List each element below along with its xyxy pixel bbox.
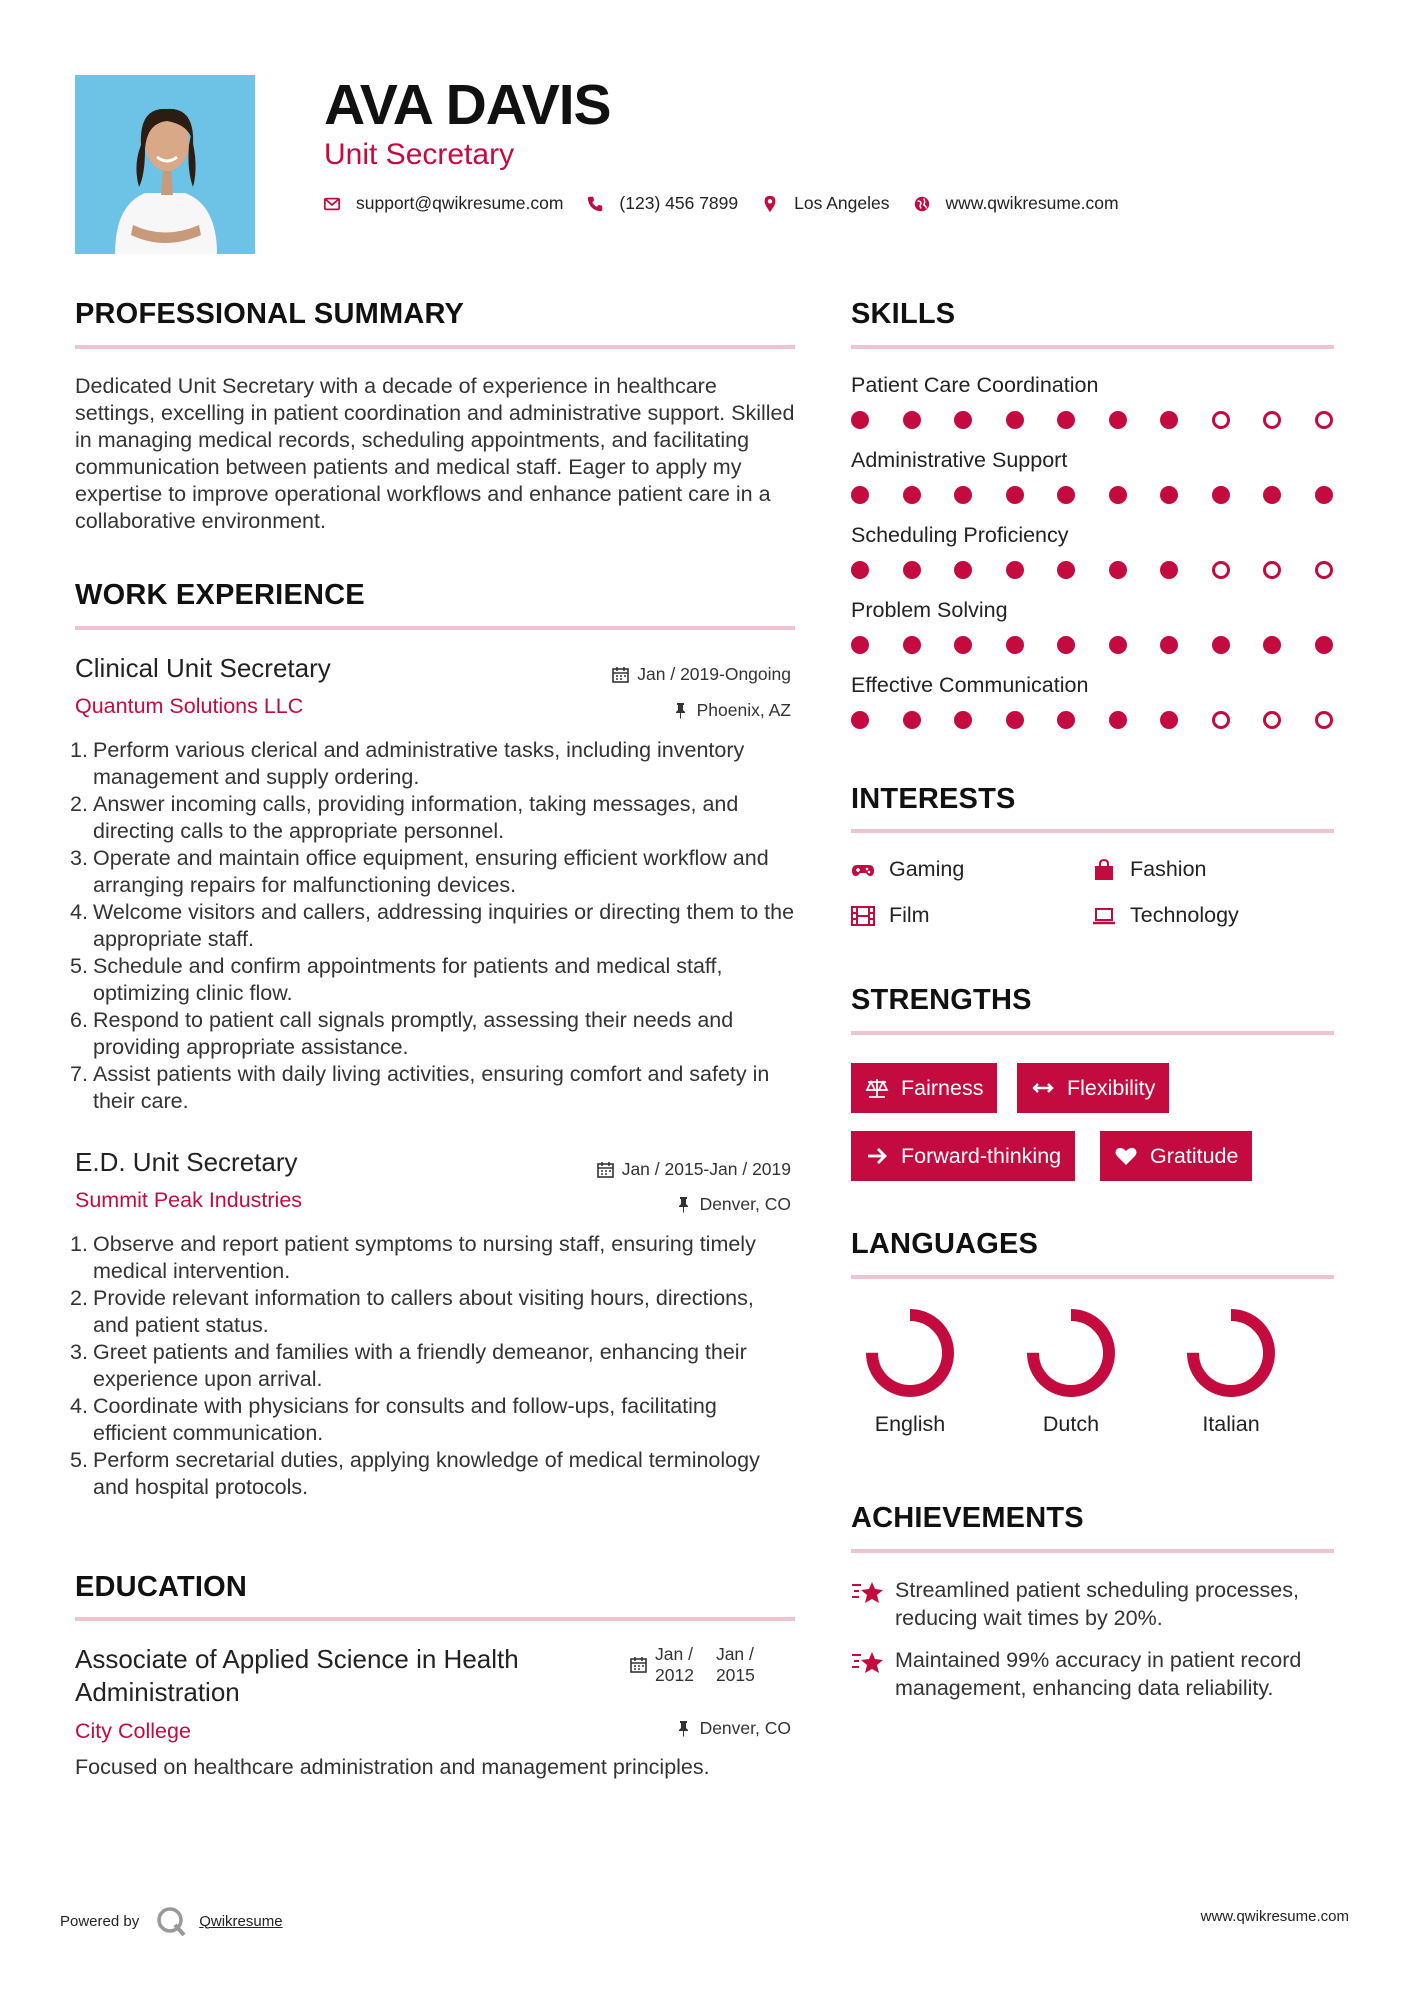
rating-dot-filled xyxy=(1160,711,1178,729)
rating-dot-empty xyxy=(1212,711,1230,729)
section-divider xyxy=(851,345,1334,349)
rating-dot-filled xyxy=(1057,411,1075,429)
contact-website[interactable] xyxy=(912,193,1119,214)
strength-tag-flexibility xyxy=(1017,1063,1169,1113)
rating-dot-filled xyxy=(1160,486,1178,504)
pushpin-icon xyxy=(675,1196,692,1213)
rating-dot-filled xyxy=(1263,486,1281,504)
rating-dot-filled xyxy=(851,636,869,654)
rating-dot-filled xyxy=(1057,561,1075,579)
list-item: 5. Perform secretarial duties, applying knowledge of medical terminology and hospital protocols. xyxy=(70,1448,760,1499)
contact-bar xyxy=(322,193,1141,214)
job-location-text: Denver, CO xyxy=(699,1194,791,1214)
rating-dot-filled xyxy=(1057,636,1075,654)
job-company: Summit Peak Industries xyxy=(75,1188,303,1212)
section-divider xyxy=(851,829,1334,833)
footer-powered-by xyxy=(60,1905,283,1937)
email-text: support@qwikresume.com xyxy=(356,193,564,213)
interest-item-technology xyxy=(1092,903,1239,928)
job-date xyxy=(597,1159,791,1180)
skill-rating xyxy=(851,561,1366,579)
interest-label: Technology xyxy=(1130,903,1239,927)
brand-link[interactable]: Qwikresume xyxy=(199,1912,283,1930)
skill-rating xyxy=(851,411,1366,429)
interest-item-fashion xyxy=(1092,857,1207,882)
rating-dot-empty xyxy=(1315,561,1333,579)
rating-dot-empty xyxy=(1263,411,1281,429)
job-date-text: Jan / 2015-Jan / 2019 xyxy=(621,1159,791,1179)
list-item: 2. Answer incoming calls, providing information, taking messages, and directing calls to the appropriate personnel. xyxy=(70,792,739,843)
language-level-ring xyxy=(864,1307,956,1399)
arrow-right-icon xyxy=(865,1145,891,1167)
footer-url[interactable]: www.qwikresume.com xyxy=(1200,1908,1349,1925)
education-location-text: Denver, CO xyxy=(699,1718,791,1738)
school-name: City College xyxy=(75,1719,191,1743)
rating-dot-filled xyxy=(1057,711,1075,729)
pushpin-icon xyxy=(675,1720,692,1737)
education-location xyxy=(675,1718,791,1739)
interest-item-gaming xyxy=(851,857,964,882)
rating-dot-empty xyxy=(1263,711,1281,729)
job-duties-list xyxy=(70,737,795,1115)
map-pin-icon xyxy=(760,194,780,214)
rating-dot-filled xyxy=(1006,636,1024,654)
language-level-arc xyxy=(1193,1315,1269,1391)
location-text: Los Angeles xyxy=(794,193,890,213)
balance-scale-icon xyxy=(865,1077,891,1099)
section-title-strengths: STRENGTHS xyxy=(851,984,1032,1016)
rating-dot-filled xyxy=(954,561,972,579)
rating-dot-filled xyxy=(1212,486,1230,504)
profile-photo xyxy=(75,75,255,254)
skill-name: Administrative Support xyxy=(851,448,1068,472)
interest-item-film xyxy=(851,903,930,928)
rating-dot-filled xyxy=(954,636,972,654)
rating-dot-filled xyxy=(1263,636,1281,654)
section-title-achievements: ACHIEVEMENTS xyxy=(851,1502,1084,1534)
language-level-ring xyxy=(1025,1307,1117,1399)
list-item: 6. Respond to patient call signals promptly, assessing their needs and providing appropriate assistance. xyxy=(70,1008,734,1059)
rating-dot-filled xyxy=(851,561,869,579)
contact-location xyxy=(760,193,889,214)
job-date-text: Jan / 2019-Ongoing xyxy=(637,664,791,684)
language-name: Dutch xyxy=(1042,1412,1100,1436)
language-level-arc xyxy=(1033,1315,1109,1391)
section-title-skills: SKILLS xyxy=(851,298,956,330)
section-divider xyxy=(851,1031,1334,1035)
rating-dot-filled xyxy=(1006,561,1024,579)
job-location xyxy=(672,700,791,721)
language-level-arc xyxy=(872,1315,948,1391)
list-item: 1. Perform various clerical and administrative tasks, including inventory management and supply ordering. xyxy=(70,738,745,789)
rating-dot-filled xyxy=(903,561,921,579)
list-item: 7. Assist patients with daily living activities, ensuring comfort and safety in their care. xyxy=(70,1062,770,1113)
section-title-languages: LANGUAGES xyxy=(851,1228,1039,1260)
calendar-icon xyxy=(630,1656,647,1673)
language-item xyxy=(1011,1307,1131,1437)
rating-dot-filled xyxy=(903,411,921,429)
section-title-experience: WORK EXPERIENCE xyxy=(75,579,365,611)
achievement-item xyxy=(851,1576,1321,1632)
contact-phone[interactable] xyxy=(585,193,738,214)
section-title-interests: INTERESTS xyxy=(851,783,1016,815)
skill-name: Problem Solving xyxy=(851,598,1008,622)
rating-dot-filled xyxy=(1315,636,1333,654)
job-title: E.D. Unit Secretary xyxy=(75,1147,298,1177)
rating-dot-filled xyxy=(1109,411,1127,429)
language-name: Italian xyxy=(1202,1412,1260,1436)
skill-rating xyxy=(851,636,1366,654)
phone-icon xyxy=(585,194,605,214)
skill-rating xyxy=(851,711,1366,729)
rating-dot-filled xyxy=(903,636,921,654)
rating-dot-filled xyxy=(903,486,921,504)
star-badge-icon xyxy=(851,1649,885,1677)
rating-dot-filled xyxy=(1109,561,1127,579)
calendar-icon xyxy=(612,666,629,683)
pushpin-icon xyxy=(672,702,689,719)
star-badge-icon xyxy=(851,1579,885,1607)
achievement-item xyxy=(851,1646,1321,1702)
rating-dot-filled xyxy=(903,711,921,729)
rating-dot-filled xyxy=(1006,486,1024,504)
strength-tag-fairness xyxy=(851,1063,997,1113)
qwikresume-logo-icon xyxy=(155,1905,187,1937)
education-end xyxy=(716,1644,755,1686)
job-date xyxy=(612,664,791,685)
skill-rating xyxy=(851,486,1366,504)
job-title: Clinical Unit Secretary xyxy=(75,653,331,683)
section-divider xyxy=(851,1275,1334,1279)
list-item: 4. Welcome visitors and callers, addressing inquiries or directing them to the appropriate staff. xyxy=(70,900,795,951)
strength-tag-forward-thinking xyxy=(851,1131,1075,1181)
heart-icon xyxy=(1114,1145,1140,1167)
rating-dot-filled xyxy=(1109,636,1127,654)
rating-dot-filled xyxy=(1109,486,1127,504)
section-divider xyxy=(75,1617,795,1621)
envelope-icon xyxy=(322,194,342,214)
list-item: 5. Schedule and confirm appointments for patients and medical staff, optimizing clinic flow. xyxy=(70,954,723,1005)
strength-tag-gratitude xyxy=(1100,1131,1252,1181)
rating-dot-empty xyxy=(1315,411,1333,429)
rating-dot-filled xyxy=(1315,486,1333,504)
contact-email[interactable] xyxy=(322,193,563,214)
education-date xyxy=(630,1644,777,1686)
rating-dot-empty xyxy=(1212,561,1230,579)
interest-label: Gaming xyxy=(889,857,965,881)
job-company: Quantum Solutions LLC xyxy=(75,694,304,718)
skill-name: Effective Communication xyxy=(851,673,1089,697)
section-divider xyxy=(75,626,795,630)
education-start-month: Jan / xyxy=(655,1644,693,1664)
rating-dot-filled xyxy=(1160,411,1178,429)
rating-dot-empty xyxy=(1212,411,1230,429)
degree-title: Associate of Applied Science in Health Administration xyxy=(75,1644,519,1707)
shopping-bag-icon xyxy=(1092,859,1118,881)
interest-label: Film xyxy=(889,903,930,927)
rating-dot-empty xyxy=(1263,561,1281,579)
skill-name: Patient Care Coordination xyxy=(851,373,1099,397)
rating-dot-filled xyxy=(851,711,869,729)
language-name: English xyxy=(874,1412,946,1436)
rating-dot-filled xyxy=(851,411,869,429)
achievement-text: Streamlined patient scheduling processes, reducing wait times by 20%. xyxy=(895,1578,1299,1630)
powered-by-label: Powered by xyxy=(60,1912,140,1930)
rating-dot-filled xyxy=(1160,561,1178,579)
globe-icon xyxy=(912,194,932,214)
education-start-year: 2012 xyxy=(655,1665,694,1685)
language-item xyxy=(1171,1307,1291,1437)
list-item: 1. Observe and report patient symptoms to nursing staff, ensuring timely medical intervention. xyxy=(70,1232,756,1283)
candidate-name: AVA DAVIS xyxy=(324,73,611,137)
job-location-text: Phoenix, AZ xyxy=(696,700,791,720)
achievement-text: Maintained 99% accuracy in patient record management, enhancing data reliability. xyxy=(895,1648,1302,1700)
education-end-month: Jan / xyxy=(715,1644,754,1664)
education-description: Focused on healthcare administration and management principles. xyxy=(75,1755,710,1779)
skill-name: Scheduling Proficiency xyxy=(851,523,1069,547)
rating-dot-filled xyxy=(954,486,972,504)
film-icon xyxy=(851,905,877,927)
job-location xyxy=(675,1194,791,1215)
summary-text: Dedicated Unit Secretary with a decade of experience in healthcare settings, excelling in patient coordination and administrative support. Skilled in managing medical records, scheduling appointments, and facilitating communication between patients and medical staff. Eager to apply my expertise to improve operational workflows and enhance patient care in a collaborative environment. xyxy=(75,374,795,533)
laptop-icon xyxy=(1092,905,1118,927)
phone-text: (123) 456 7899 xyxy=(619,193,739,213)
section-title-summary: PROFESSIONAL SUMMARY xyxy=(75,298,465,330)
section-divider xyxy=(75,345,795,349)
section-title-education: EDUCATION xyxy=(75,1571,248,1603)
gamepad-icon xyxy=(851,859,877,881)
language-level-ring xyxy=(1185,1307,1277,1399)
list-item: 4. Coordinate with physicians for consults and follow-ups, facilitating efficient communication. xyxy=(70,1394,717,1445)
language-item xyxy=(850,1307,970,1437)
strength-label: Fairness xyxy=(901,1075,984,1100)
calendar-icon xyxy=(597,1161,614,1178)
section-divider xyxy=(851,1549,1334,1553)
strength-label: Gratitude xyxy=(1150,1143,1239,1168)
strength-label: Forward-thinking xyxy=(901,1143,1062,1168)
rating-dot-empty xyxy=(1315,711,1333,729)
arrows-horizontal-icon xyxy=(1031,1077,1057,1099)
rating-dot-filled xyxy=(851,486,869,504)
list-item: 3. Greet patients and families with a friendly demeanor, enhancing their experience upon arrival. xyxy=(70,1340,747,1391)
education-start xyxy=(655,1644,694,1686)
rating-dot-filled xyxy=(954,411,972,429)
rating-dot-filled xyxy=(1160,636,1178,654)
interest-label: Fashion xyxy=(1130,857,1207,881)
rating-dot-filled xyxy=(1006,411,1024,429)
website-text: www.qwikresume.com xyxy=(945,193,1119,213)
job-duties-list xyxy=(70,1231,795,1501)
rating-dot-filled xyxy=(1006,711,1024,729)
list-item: 3. Operate and maintain office equipment, ensuring efficient workflow and arranging repairs for malfunctioning devices. xyxy=(70,846,769,897)
strength-label: Flexibility xyxy=(1067,1075,1156,1100)
rating-dot-filled xyxy=(954,711,972,729)
list-item: 2. Provide relevant information to callers about visiting hours, directions, and patient status. xyxy=(70,1286,754,1337)
rating-dot-filled xyxy=(1057,486,1075,504)
rating-dot-filled xyxy=(1109,711,1127,729)
candidate-title: Unit Secretary xyxy=(324,138,515,171)
education-end-year: 2015 xyxy=(715,1665,755,1685)
rating-dot-filled xyxy=(1212,636,1230,654)
